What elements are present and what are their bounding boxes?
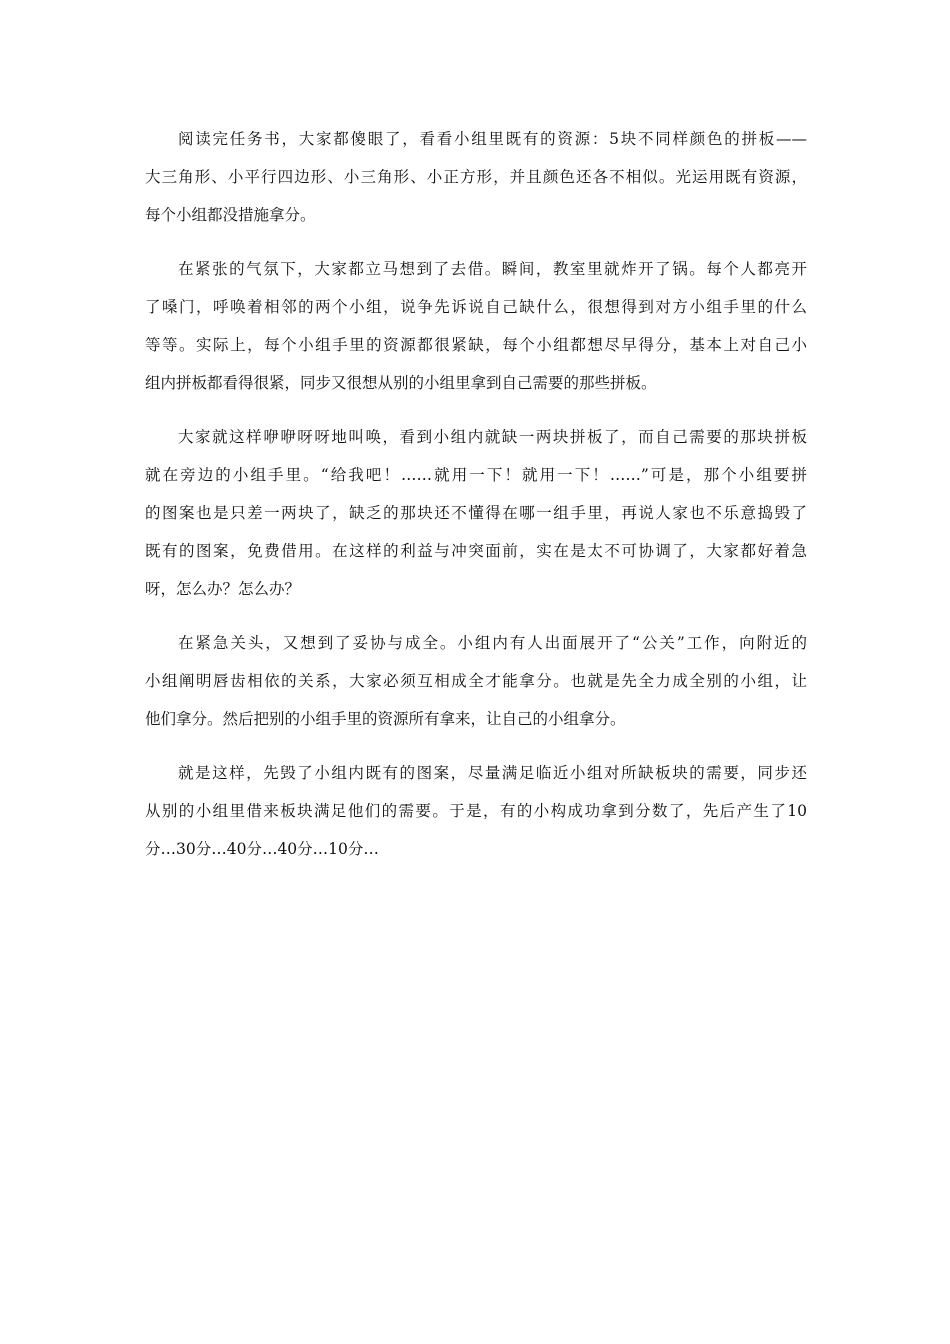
text-line: 大家就这样咿咿呀呀地叫唤，看到小组内就缺一两块拼板了，而自己需要的那块拼板: [178, 428, 807, 446]
text-line: 在紧张的气氛下，大家都立马想到了去借。瞬间，教室里就炸开了锅。每个人都亮开: [178, 260, 807, 278]
text-line: 大三角形、小平行四边形、小三角形、小正方形，并且颜色还各不相似。光运用既有资源，: [145, 168, 807, 186]
paragraph-5: [145, 754, 807, 868]
text-line: 就在旁边的小组手里。“给我吧！……就用一下！就用一下！……”可是，那个小组要拼: [145, 466, 807, 484]
paragraph-1: [145, 120, 807, 234]
document-body: [145, 120, 807, 884]
text-line: 了嗓门，呼唤着相邻的两个小组，说争先诉说自己缺什么，很想得到对方小组手里的什么: [145, 298, 807, 316]
text-line: 每个小组都没措施拿分。: [145, 206, 316, 224]
text-line: 等等。实际上，每个小组手里的资源都很紧缺，每个小组都想尽早得分，基本上对自己小: [145, 336, 807, 354]
text-line: 组内拼板都看得很紧，同步又很想从别的小组里拿到自己需要的那些拼板。: [145, 374, 657, 392]
text-line: 小组阐明唇齿相依的关系，大家必须互相成全才能拿分。也就是先全力成全别的小组，让: [145, 672, 807, 690]
text-line: 的图案也是只差一两块了，缺乏的那块还不懂得在哪一组手里，再说人家也不乐意捣毁了: [145, 504, 807, 522]
text-line: 呀，怎么办？怎么办？: [145, 580, 301, 598]
paragraph-4: [145, 624, 807, 738]
text-line: 就是这样，先毁了小组内既有的图案，尽量满足临近小组对所缺板块的需要，同步还: [178, 764, 807, 782]
text-line: 分…30分…40分…40分…10分…: [145, 840, 379, 858]
text-line: 他们拿分。然后把别的小组手里的资源所有拿来，让自己的小组拿分。: [145, 710, 626, 728]
text-line: 阅读完任务书，大家都傻眼了，看看小组里既有的资源：5块不同样颜色的拼板——: [178, 130, 807, 148]
paragraph-2: [145, 250, 807, 402]
text-line: 从别的小组里借来板块满足他们的需要。于是，有的小构成功拿到分数了，先后产生了10: [145, 802, 807, 820]
text-line: 既有的图案，免费借用。在这样的利益与冲突面前，实在是太不可协调了，大家都好着急: [145, 542, 807, 560]
paragraph-3: [145, 418, 807, 608]
text-line: 在紧急关头，又想到了妥协与成全。小组内有人出面展开了“公关”工作，向附近的: [178, 634, 807, 652]
